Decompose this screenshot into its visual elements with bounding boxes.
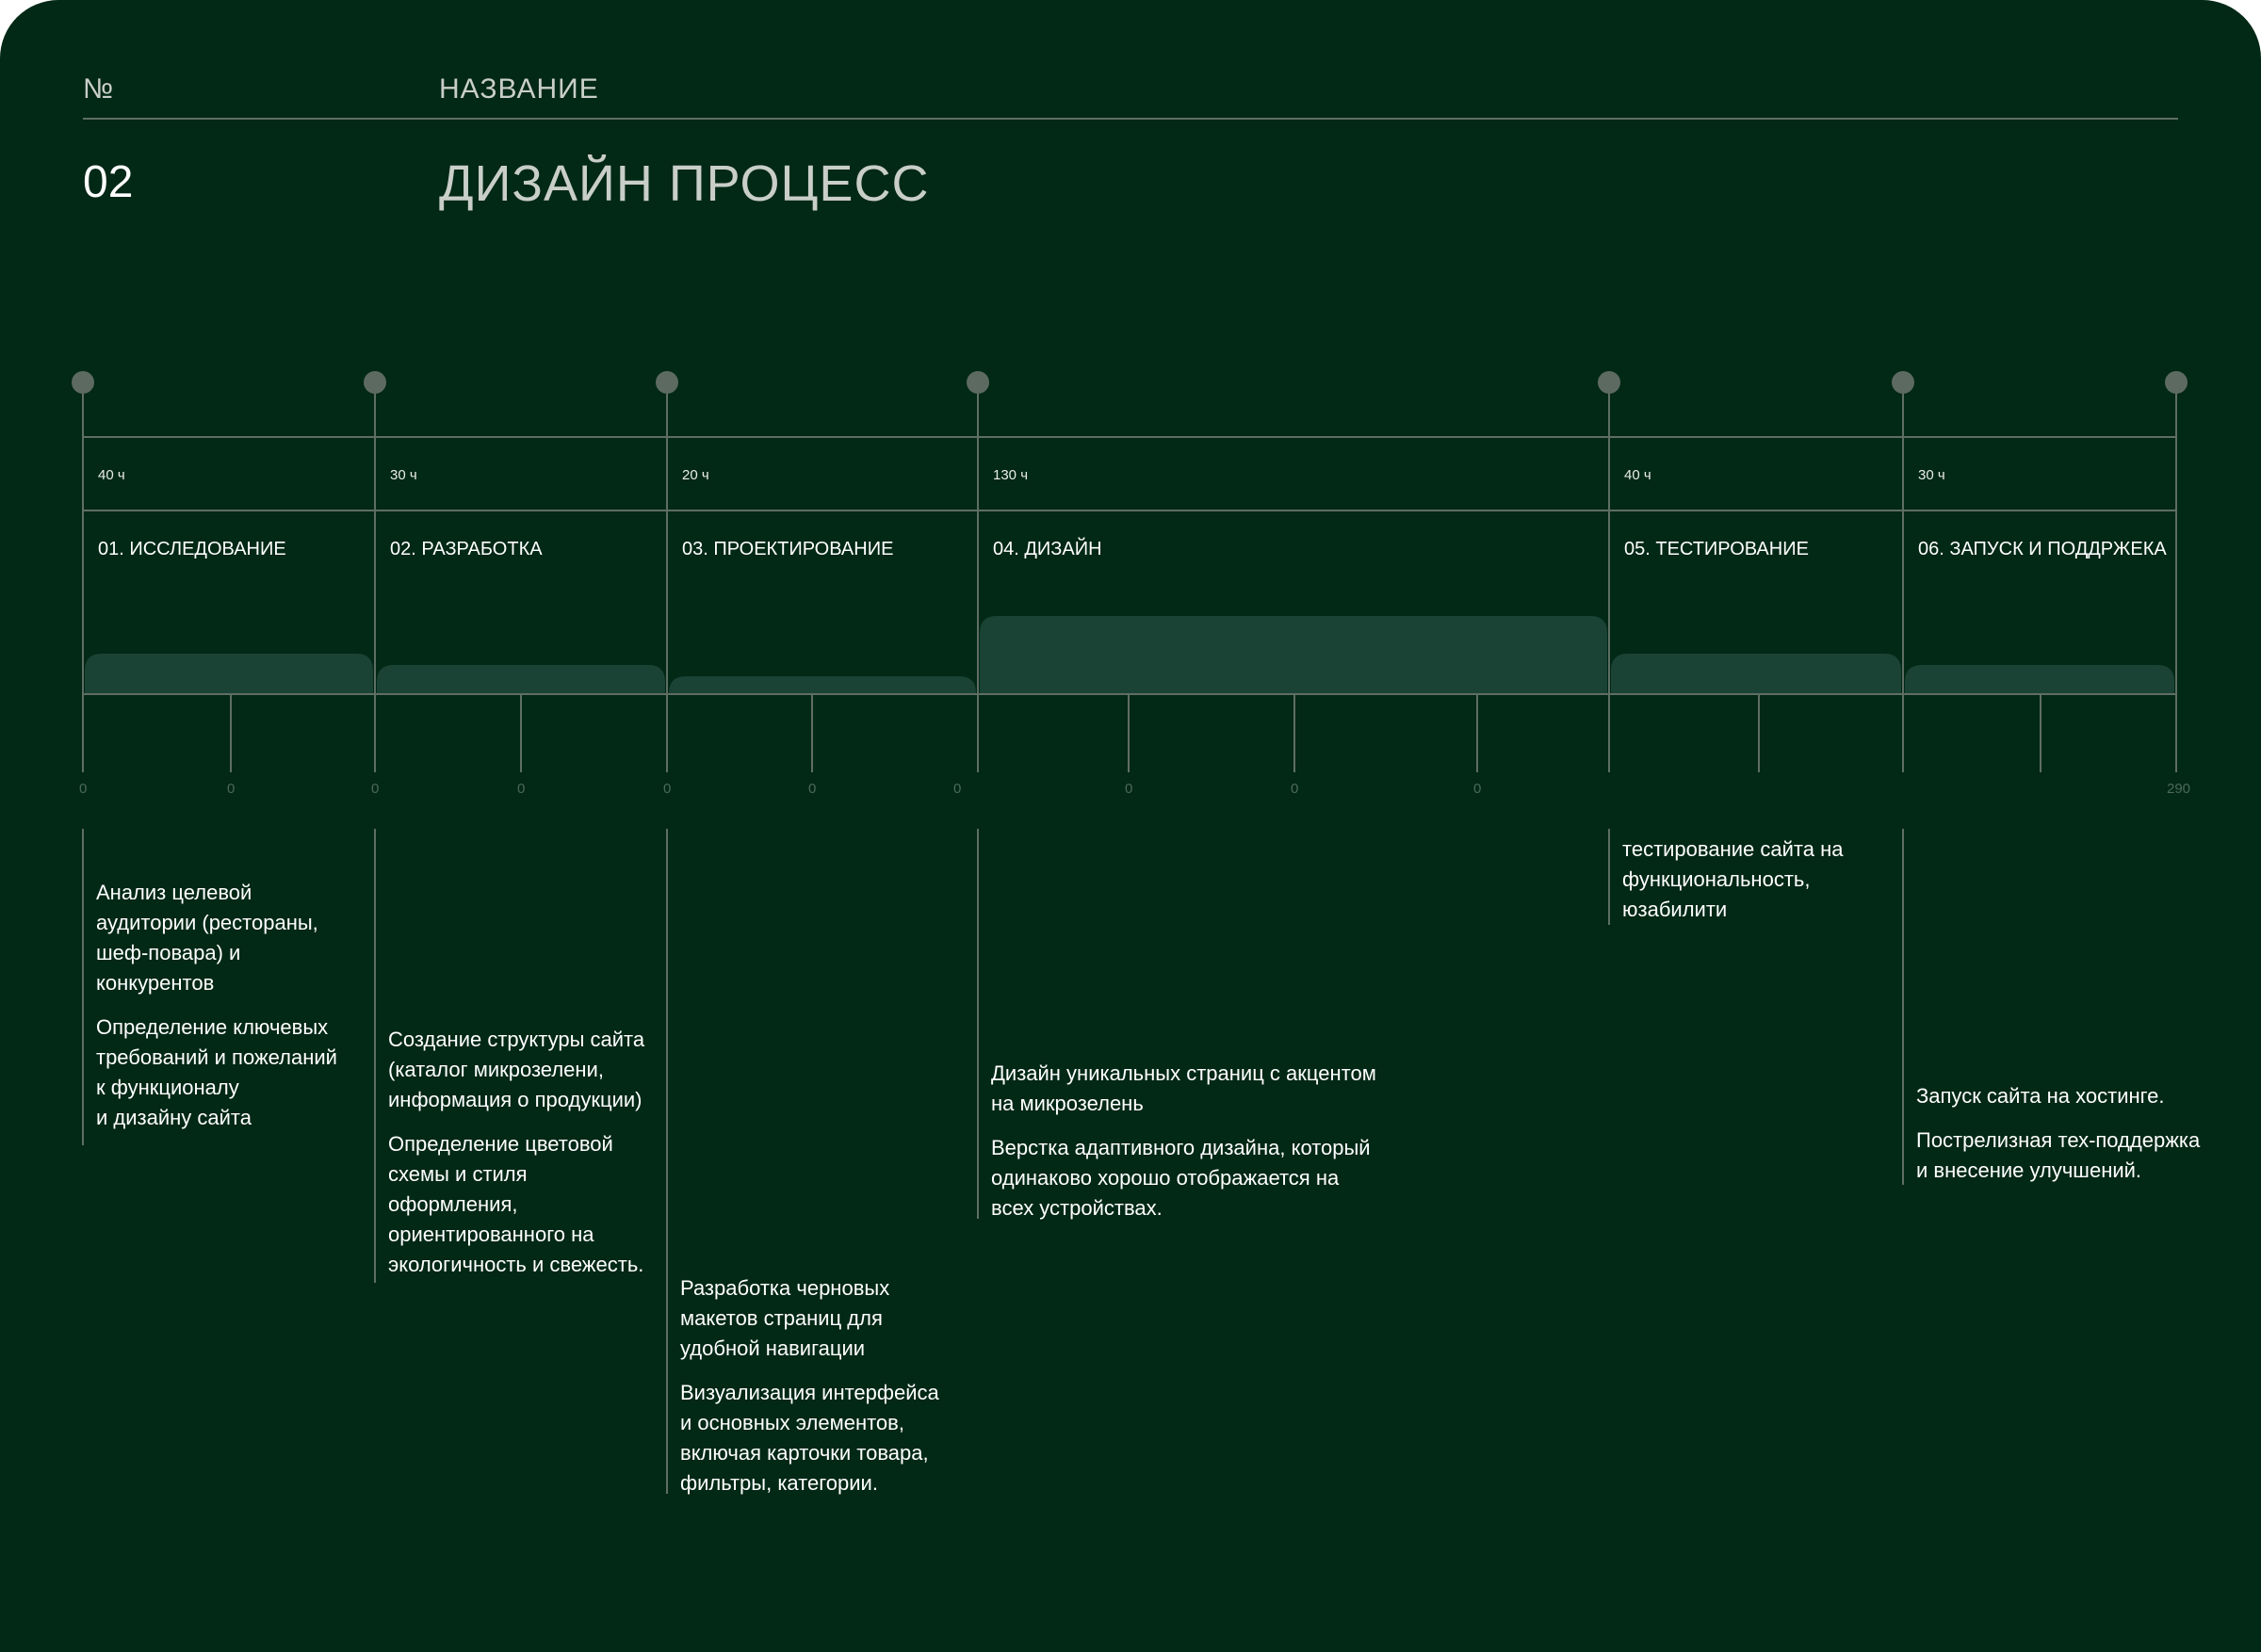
axis-tick-label: 0 [953,781,962,797]
phase-description [96,878,337,1147]
phase-hours: 40 ч [98,467,125,483]
phase-task: Пострелизная тех-поддержка и внесение улучшений. [1916,1128,2201,1182]
phase-hours: 30 ч [390,467,417,483]
phase-duration-bar [1611,654,1901,694]
phase-duration-bar [377,665,665,694]
phase-task: тестирование сайта на функциональность, юзабилити [1622,837,1844,921]
timeline-node [967,371,989,394]
phase-title: 06. ЗАПУСК И ПОДДРЖЕКА [1918,539,2167,559]
phase-title: 03. ПРОЕКТИРОВАНИЕ [682,539,894,559]
phase-task: Верстка адаптивного дизайна, который одинаково хорошо отображается на всех устройствах. [991,1136,1371,1220]
phase-hours: 130 ч [993,467,1029,483]
timeline-node [656,371,678,394]
phase-description [680,1273,939,1513]
phase-task: Запуск сайта на хостинге. [1916,1084,2165,1108]
timeline-node [1598,371,1620,394]
phase-task: Визуализация интерфейса и основных элементов, включая карточки товара, фильтры, категории. [680,1381,939,1495]
phase-hours: 30 ч [1918,467,1945,483]
phase-title: 02. РАЗРАБОТКА [390,539,543,559]
phase-task: Разработка черновых макетов страниц для удобной навигации [680,1276,890,1360]
section-title: ДИЗАЙН ПРОЦЕСС [439,155,930,212]
phase-hours: 20 ч [682,467,709,483]
number-column-label: № [83,73,115,105]
phase-description [388,1025,644,1294]
phase-task: Определение цветовой схемы и стиля оформления, ориентированного на экологичность и свежесть. [388,1132,644,1276]
phase-duration-bar [85,654,373,694]
phase-title: 01. ИССЛЕДОВАНИЕ [98,539,286,559]
phase-description [1622,834,1843,939]
phase-task: Определение ключевых требований и пожеланий к функционалу и дизайну сайта [96,1015,337,1129]
timeline-node [1892,371,1914,394]
name-column-label: НАЗВАНИЕ [439,73,599,105]
timeline-node [364,371,386,394]
axis-tick-label: 0 [517,781,526,797]
phase-duration-bar [980,616,1607,694]
phase-duration-bar [1905,665,2174,694]
phase-description [1916,1081,2200,1200]
phase-duration-bar [669,676,976,694]
phase-title: 05. ТЕСТИРОВАНИЕ [1624,539,1809,559]
phase-task: Анализ целевой аудитории (рестораны, шеф-повара) и конкурентов [96,881,318,995]
axis-tick-label: 0 [663,781,672,797]
phase-task: Создание структуры сайта (каталог микрозелени, информация о продукции) [388,1028,645,1111]
axis-tick-label: 0 [227,781,236,797]
axis-tick-label: 0 [808,781,817,797]
axis-tick-label: 290 [2167,781,2191,797]
phase-task: Дизайн уникальных страниц с акцентом на микрозелень [991,1061,1376,1115]
timeline-node [72,371,94,394]
phase-title: 04. ДИЗАЙН [993,539,1102,559]
axis-tick-label: 0 [1291,781,1299,797]
axis-tick-label: 0 [1473,781,1482,797]
section-number: 02 [83,157,134,207]
axis-tick-label: 0 [1125,781,1133,797]
axis-tick-label: 0 [79,781,88,797]
phase-description [991,1059,1376,1238]
phase-hours: 40 ч [1624,467,1651,483]
timeline-node [2165,371,2188,394]
axis-tick-label: 0 [371,781,380,797]
